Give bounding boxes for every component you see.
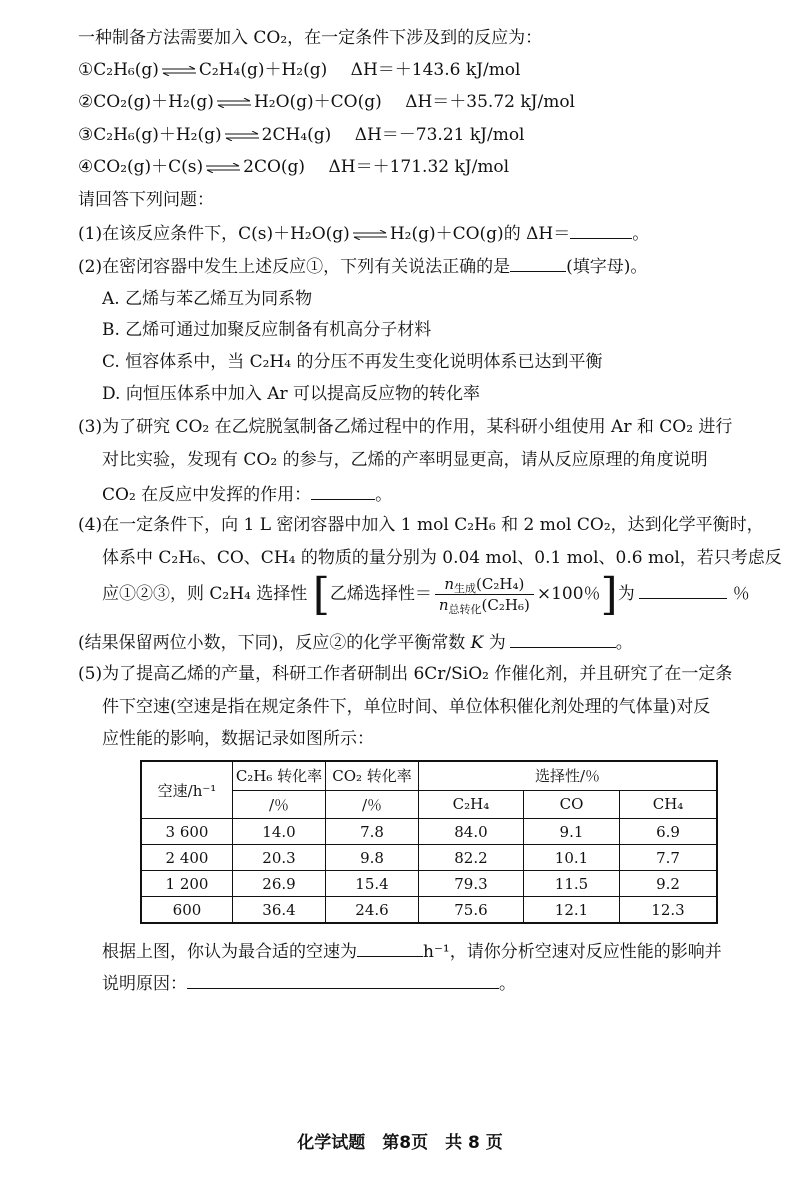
header-sel-ch4: CH₄ (620, 790, 717, 818)
reaction-4-right: 2CO(g) (243, 157, 306, 177)
question-1 (78, 220, 649, 246)
table-cell: 2 400 (141, 845, 233, 871)
q4-times: ×100％ (536, 584, 601, 604)
table-cell: 24.6 (326, 897, 419, 924)
equilibrium-arrow-icon (224, 131, 260, 141)
reaction-2-left: CO₂(g)＋H₂(g) (93, 92, 214, 112)
q3-line-2: 对比实验，发现有 CO₂ 的参与，乙烯的产率明显更高，请从反应原理的角度说明 (102, 450, 708, 470)
equilibrium-arrow-icon (352, 230, 388, 240)
reaction-3-left: C₂H₆(g)＋H₂(g) (93, 125, 222, 145)
right-bracket: ] (600, 568, 618, 620)
intro-text: 一种制备方法需要加入 CO₂，在一定条件下涉及到的反应为： (78, 28, 543, 48)
q5-line-1: (5)为了提高乙烯的产量，科研工作者研制出 6Cr/SiO₂ 作催化剂，并且研究了在一定条 (78, 664, 733, 684)
table-cell: 1 200 (141, 871, 233, 897)
q3-line-3-text: CO₂ 在反应中发挥的作用： (102, 485, 312, 505)
table-cell: 20.3 (233, 845, 326, 871)
q3-line-3 (102, 481, 392, 507)
reaction-4-index: ④ (78, 157, 94, 177)
reaction-4 (78, 155, 509, 179)
header-co2-unit: /％ (326, 790, 419, 818)
q4-line-3a: 应①②③，则 C₂H₄ 选择性 (102, 584, 308, 604)
table-cell: 7.8 (326, 819, 419, 845)
header-sel-c2h4: C₂H₄ (419, 790, 524, 818)
table-cell: 36.4 (233, 897, 326, 924)
q4-line-4a: (结果保留两位小数，下同)，反应②的化学平衡常数 (78, 633, 471, 653)
table-cell: 6.9 (620, 819, 717, 845)
fraction-numerator: $n_{生成}(C_2H_4)$ (435, 574, 534, 595)
q2-option-b: B. 乙烯可通过加聚反应制备有机高分子材料 (102, 320, 432, 340)
q4-k-blank[interactable] (510, 629, 616, 648)
q4-percent: ％ (732, 584, 750, 604)
reaction-1 (78, 58, 520, 82)
table-cell: 12.1 (523, 897, 619, 924)
table-cell: 10.1 (523, 845, 619, 871)
q2-option-c: C. 恒容体系中，当 C₂H₄ 的分压不再发生变化说明体系已达到平衡 (102, 352, 603, 372)
reaction-3-right: 2CH₄(g) (261, 125, 332, 145)
left-bracket: [ (312, 568, 330, 620)
space-velocity-table (140, 760, 718, 924)
q2-option-a: A. 乙烯与苯乙烯互为同系物 (102, 289, 313, 309)
reaction-1-right: C₂H₄(g)＋H₂(g) (198, 60, 328, 80)
fraction-denominator: $n_{总转化}(C_2H_6)$ (438, 596, 530, 616)
table-cell: 600 (141, 897, 233, 924)
reaction-4-enthalpy: ΔH＝＋171.32 kJ/mol (328, 157, 510, 177)
table-cell: 9.2 (620, 871, 717, 897)
q4-line-3 (102, 570, 750, 618)
q5-after-2 (102, 970, 516, 996)
table-cell: 9.1 (523, 819, 619, 845)
q5-after-1 (102, 938, 722, 964)
q2-option-d: D. 向恒压体系中加入 Ar 可以提高反应物的转化率 (102, 384, 481, 404)
q1-post: H₂(g)＋CO(g)的 ΔH＝ (389, 224, 571, 244)
q4-line-2: 体系中 C₂H₆、CO、CH₄ 的物质的量分别为 0.04 mol、0.1 mol、0.6 mol，若只考虑反 (102, 548, 782, 568)
equilibrium-arrow-icon (216, 98, 252, 108)
table-cell: 26.9 (233, 871, 326, 897)
header-c2h6-conversion: C₂H₆ 转化率 (233, 761, 326, 790)
q3-line-1: (3)为了研究 CO₂ 在乙烷脱氢制备乙烯过程中的作用，某科研小组使用 Ar 和 CO₂ 进行 (78, 417, 733, 437)
q5-reason-blank[interactable] (187, 970, 499, 989)
reaction-2-index: ② (78, 92, 94, 112)
table-header-row (141, 761, 717, 790)
header-c2h6-unit: /％ (233, 790, 326, 818)
table-cell: 7.7 (620, 845, 717, 871)
table-row (141, 871, 717, 897)
prompt-text: 请回答下列问题： (78, 190, 214, 210)
q2-stem: (2)在密闭容器中发生上述反应①，下列有关说法正确的是 (78, 257, 511, 277)
table-cell: 12.3 (620, 897, 717, 924)
q4-line-1: (4)在一定条件下，向 1 L 密闭容器中加入 1 mol C₂H₆ 和 2 mol CO₂，达到化学平衡时， (78, 515, 764, 535)
header-sel-co: CO (523, 790, 619, 818)
table-cell: 14.0 (233, 819, 326, 845)
reaction-1-left: C₂H₆(g) (93, 60, 159, 80)
q1-answer-blank[interactable] (570, 220, 632, 239)
q4-k-symbol: K (470, 633, 484, 653)
q4-line-4b: 为 (483, 633, 506, 653)
table-cell: 84.0 (419, 819, 524, 845)
q1-end: 。 (632, 224, 650, 244)
q4-line-3b: 为 (617, 584, 635, 604)
selectivity-fraction (435, 574, 534, 615)
header-selectivity: 选择性/％ (419, 761, 718, 790)
q5-line-2: 件下空速(空速是指在规定条件下，单位时间、单位体积催化剂处理的气体量)对反 (102, 697, 711, 717)
equilibrium-arrow-icon (161, 66, 197, 76)
q3-answer-blank[interactable] (311, 481, 375, 500)
table-cell: 15.4 (326, 871, 419, 897)
table-cell: 75.6 (419, 897, 524, 924)
q5-after-1a: 根据上图，你认为最合适的空速为 (102, 942, 357, 962)
header-co2-conversion: CO₂ 转化率 (326, 761, 419, 790)
q5-after-2-text: 说明原因： (102, 974, 187, 994)
q5-line-3: 应性能的影响，数据记录如图所示： (102, 729, 374, 749)
reaction-4-left: CO₂(g)＋C(s) (93, 157, 204, 177)
reaction-3-index: ③ (78, 125, 94, 145)
q2-answer-blank[interactable] (510, 253, 566, 272)
table-row (141, 819, 717, 845)
q4-line-4 (78, 629, 633, 655)
table-row (141, 845, 717, 871)
reaction-2-enthalpy: ΔH＝＋35.72 kJ/mol (405, 92, 575, 112)
q5-after-1b: h⁻¹，请你分析空速对反应性能的影响并 (423, 942, 722, 962)
reaction-2 (78, 90, 575, 114)
q1-pre: (1)在该反应条件下，C(s)＋H₂O(g) (78, 224, 350, 244)
page-footer: 化学试题 第8页 共 8 页 (297, 1133, 503, 1153)
table-cell: 79.3 (419, 871, 524, 897)
table-cell: 9.8 (326, 845, 419, 871)
table-cell: 3 600 (141, 819, 233, 845)
reaction-2-right: H₂O(g)＋CO(g) (253, 92, 382, 112)
reaction-3 (78, 123, 525, 147)
reaction-1-index: ① (78, 60, 94, 80)
q2-end: (填字母)。 (566, 257, 648, 277)
q4-selectivity-label: 乙烯选择性＝ (329, 584, 432, 604)
table-cell: 82.2 (419, 845, 524, 871)
equilibrium-arrow-icon (205, 163, 241, 173)
header-space-velocity: 空速/h⁻¹ (141, 761, 233, 819)
q4-end: 。 (615, 633, 633, 653)
question-2 (78, 253, 647, 279)
reaction-1-enthalpy: ΔH＝＋143.6 kJ/mol (350, 60, 521, 80)
table-row (141, 897, 717, 924)
q5-end: 。 (499, 974, 516, 994)
q3-end: 。 (375, 485, 393, 505)
q4-selectivity-blank[interactable] (639, 580, 727, 599)
table-cell: 11.5 (523, 871, 619, 897)
q5-space-velocity-blank[interactable] (357, 938, 423, 957)
reaction-3-enthalpy: ΔH＝－73.21 kJ/mol (354, 125, 525, 145)
